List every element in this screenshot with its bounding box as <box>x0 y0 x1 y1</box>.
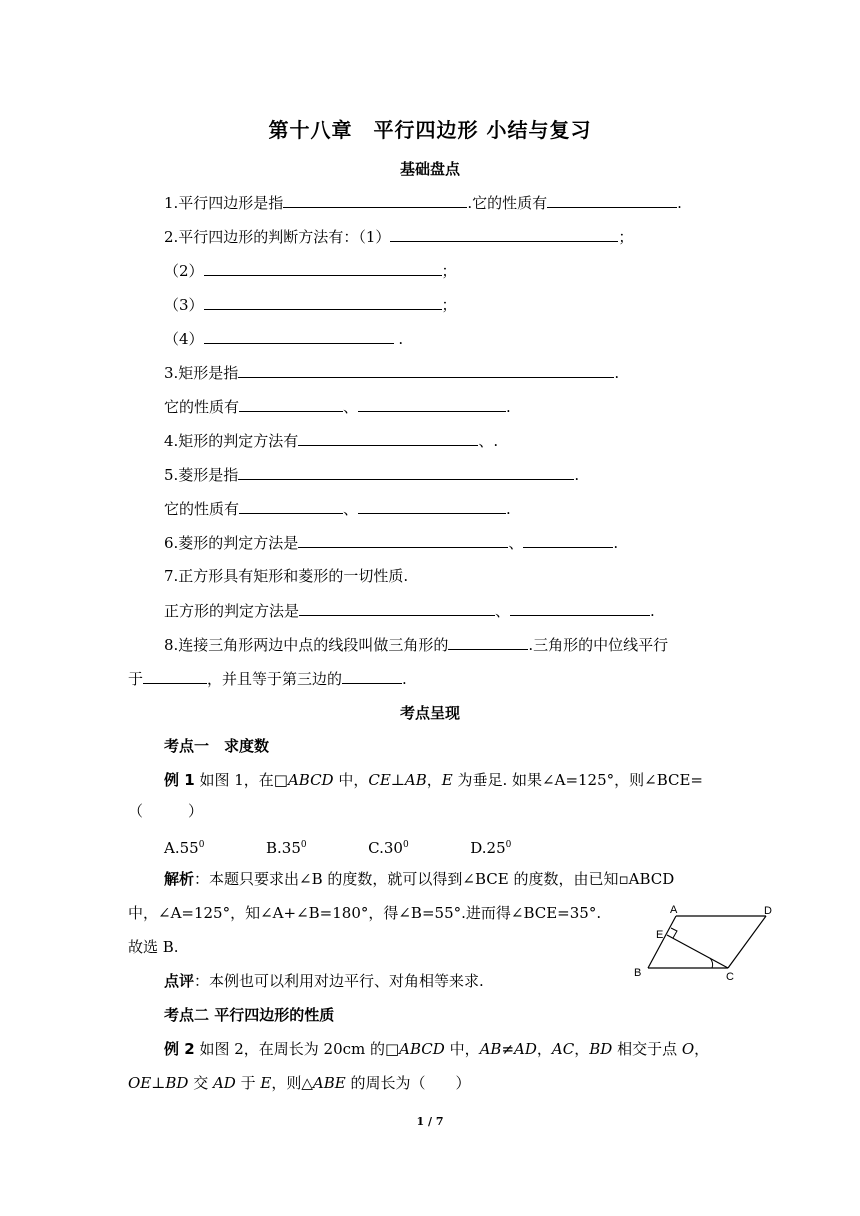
question-text: 、 <box>508 534 524 552</box>
math-term: CE <box>368 771 391 789</box>
question-text: 4.矩形的判定方法有 <box>164 432 299 450</box>
analysis-line-2: 中，∠A=125°，知∠A+∠B=180°，得∠B=55°.进而得∠BCE=35°. <box>128 904 602 922</box>
question-text: 8.连接三角形两边中点的线段叫做三角形的 <box>164 636 449 654</box>
option-superscript: 0 <box>300 840 307 850</box>
answer-blank[interactable] <box>298 532 508 548</box>
answer-blank[interactable] <box>143 668 207 684</box>
example-text: ， <box>536 1040 552 1058</box>
question-2-item-2 <box>164 260 457 281</box>
math-term: E <box>441 771 453 789</box>
math-term: BD <box>589 1040 613 1058</box>
label-b: B <box>634 967 642 979</box>
answer-blank[interactable] <box>358 498 506 514</box>
example-text: ，则△ <box>271 1074 313 1092</box>
answer-blank[interactable] <box>204 260 442 276</box>
example-text: ， <box>574 1040 590 1058</box>
option-text: B.35 <box>265 839 301 857</box>
question-text: （2） <box>164 262 204 280</box>
question-2-item-4 <box>164 328 403 349</box>
edge-ba <box>648 916 676 968</box>
parallelogram-figure-1 <box>630 904 790 984</box>
comment-label: 点评 <box>164 972 195 990</box>
analysis-line-3: 故选 B. <box>128 938 179 956</box>
section-heading-exam-points: 考点呈现 <box>399 704 460 722</box>
question-7: 7.正方形具有矩形和菱形的一切性质. <box>164 567 409 585</box>
question-6 <box>164 532 618 553</box>
example-text: ⊥ <box>151 1074 166 1092</box>
question-text: ，并且等于第三边的 <box>207 670 343 688</box>
example-text: ， <box>694 1040 710 1058</box>
label-d: D <box>764 905 772 917</box>
math-term: O <box>681 1040 695 1058</box>
option-text: A.55 <box>164 839 199 857</box>
question-text: . <box>506 500 511 518</box>
answer-blank[interactable] <box>523 532 613 548</box>
math-term: BD <box>165 1074 189 1092</box>
analysis-line-1 <box>164 869 674 889</box>
answer-blank[interactable] <box>298 430 478 446</box>
example-text: 为垂足. 如果∠A=125°，则∠BCE= <box>452 771 704 789</box>
math-term: □ABCD <box>273 771 334 789</box>
question-text: . <box>574 466 580 484</box>
example-2 <box>164 1039 709 1059</box>
example-1-options <box>164 835 511 858</box>
question-4 <box>164 430 498 451</box>
label-c: C <box>726 971 734 983</box>
question-text: 、. <box>478 432 499 450</box>
math-term: □ABCD <box>385 1040 445 1058</box>
example-1 <box>164 770 703 790</box>
comment-line <box>164 971 484 991</box>
example-2-continued <box>128 1073 470 1093</box>
question-text: 它的性质有 <box>164 500 240 518</box>
example-text: 如图 1，在 <box>194 771 274 789</box>
answer-blank[interactable] <box>238 362 614 378</box>
question-2 <box>164 226 633 247</box>
analysis-text: ：本题只要求出∠B 的度数，就可以得到∠BCE 的度数，由已知▫ABCD <box>194 870 675 888</box>
example-label: 例 2 <box>164 1040 195 1058</box>
question-text: （4） <box>164 330 204 348</box>
math-term: AC <box>551 1040 575 1058</box>
example-text: ⊥ <box>390 771 405 789</box>
option-superscript: 0 <box>198 840 205 850</box>
question-8-continued <box>128 668 407 689</box>
answer-blank[interactable] <box>342 668 402 684</box>
answer-blank[interactable] <box>204 328 394 344</box>
question-2-item-3 <box>164 294 457 315</box>
example-label: 例 1 <box>164 771 195 789</box>
comment-text: ：本例也可以利用对边平行、对角相等来求. <box>194 972 484 990</box>
answer-blank[interactable] <box>239 396 343 412</box>
example-text: 于 <box>235 1074 261 1092</box>
answer-blank[interactable] <box>204 294 442 310</box>
analysis-label: 解析 <box>164 870 195 888</box>
question-text: 5.菱形是指 <box>164 466 239 484</box>
option-superscript: 0 <box>402 840 409 850</box>
answer-blank[interactable] <box>448 634 528 650</box>
question-text: . <box>393 330 404 348</box>
example-text: 相交于点 <box>612 1040 682 1058</box>
question-text: . <box>614 364 620 382</box>
option-c[interactable] <box>368 839 409 857</box>
example-1-answer-paren: （ ） <box>128 802 204 820</box>
question-1 <box>164 192 682 213</box>
section-heading-basics: 基础盘点 <box>399 160 460 178</box>
question-text: 、 <box>495 602 511 620</box>
answer-blank[interactable] <box>510 600 650 616</box>
example-text: 中， <box>333 771 369 789</box>
math-term: AB <box>404 771 427 789</box>
question-text: 、 <box>343 398 359 416</box>
label-a: A <box>670 904 678 916</box>
answer-blank[interactable] <box>283 192 467 208</box>
option-text: D.25 <box>470 839 506 857</box>
question-text: （3） <box>164 296 204 314</box>
option-a[interactable] <box>164 839 204 857</box>
math-term: AB≠AD <box>479 1040 537 1058</box>
question-text: 1.平行四边形是指 <box>164 194 284 212</box>
example-text: 的周长为（ ） <box>345 1074 471 1092</box>
example-text: 如图 2，在周长为 20cm 的 <box>194 1040 385 1058</box>
question-text: . <box>506 398 511 416</box>
math-term: AD <box>212 1074 236 1092</box>
question-3-properties <box>164 396 511 417</box>
exam-point-1-heading: 考点一 求度数 <box>164 737 270 755</box>
question-text: 正方形的判定方法是 <box>164 602 300 620</box>
question-text: .三角形的中位线平行 <box>528 636 669 654</box>
label-e: E <box>656 929 664 941</box>
question-5-properties <box>164 498 511 519</box>
answer-blank[interactable] <box>358 396 506 412</box>
answer-blank[interactable] <box>238 464 574 480</box>
question-text: .它的性质有 <box>467 194 548 212</box>
question-5 <box>164 464 579 485</box>
option-d[interactable] <box>470 839 511 857</box>
option-superscript: 0 <box>505 840 512 850</box>
option-b[interactable] <box>266 839 307 857</box>
question-text: 2.平行四边形的判断方法有：（1） <box>164 228 391 246</box>
question-text: 6.菱形的判定方法是 <box>164 534 299 552</box>
question-text: ； <box>441 262 457 280</box>
answer-blank[interactable] <box>299 600 495 616</box>
question-7-methods <box>164 600 655 621</box>
right-angle-mark <box>671 928 677 938</box>
answer-blank[interactable] <box>390 226 618 242</box>
math-term: ABE <box>312 1074 346 1092</box>
segment-ce <box>667 935 728 968</box>
page-title: 第十八章 平行四边形 小结与复习 <box>268 118 592 142</box>
question-text: . <box>677 194 682 212</box>
question-text: 、 <box>343 500 359 518</box>
question-text: . <box>650 602 655 620</box>
question-text: ； <box>618 228 634 246</box>
example-text: 交 <box>188 1074 213 1092</box>
example-text: 中， <box>444 1040 480 1058</box>
question-text: 3.矩形是指 <box>164 364 239 382</box>
answer-blank[interactable] <box>239 498 343 514</box>
math-term: E <box>260 1074 272 1092</box>
question-text: 它的性质有 <box>164 398 240 416</box>
question-text: . <box>402 670 407 688</box>
question-3 <box>164 362 619 383</box>
answer-blank[interactable] <box>547 192 677 208</box>
question-text: ； <box>441 296 457 314</box>
question-text: 于 <box>128 670 144 688</box>
question-8 <box>164 634 668 655</box>
page-number: 1 / 7 <box>416 1115 444 1128</box>
question-text: . <box>613 534 619 552</box>
example-text: ， <box>426 771 442 789</box>
math-term: OE <box>128 1074 152 1092</box>
exam-point-2-heading: 考点二 平行四边形的性质 <box>164 1006 335 1024</box>
edge-dc <box>728 916 766 968</box>
option-text: C.30 <box>368 839 403 857</box>
